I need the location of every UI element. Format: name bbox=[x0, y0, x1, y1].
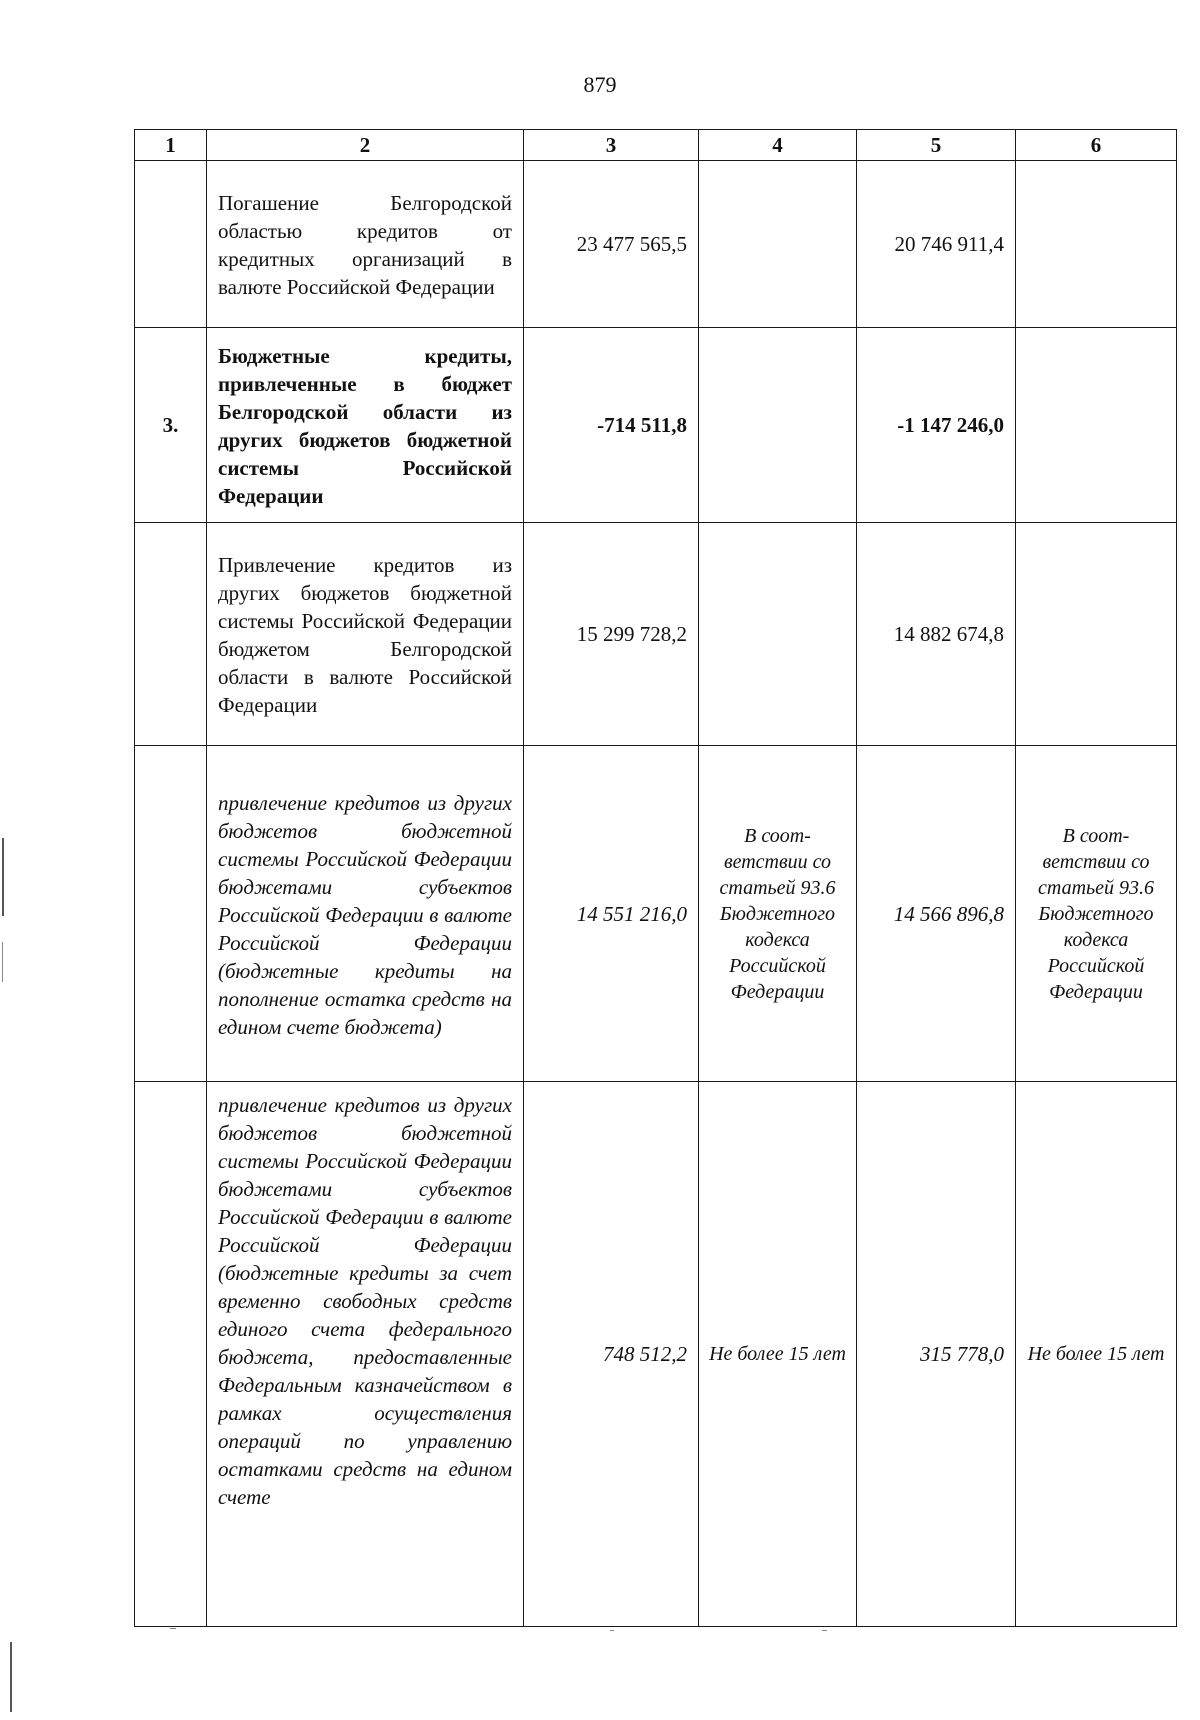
row-number bbox=[135, 1082, 207, 1627]
column-header-6: 6 bbox=[1016, 130, 1177, 161]
term-col6: Не более 15 лет bbox=[1016, 1082, 1177, 1627]
row-description-text: привлечение кредитов из других бюджетов бюджетной системы Российской Федерации бюджетами субъектов Российской Федерации в валюте Российской Федерации (бюджетные кредиты за счет временно свободных средств единого счета федерального бюджета, предоставленные Федеральным казначейством в рамках осуществления операций по управлению остатками средств на едином счете bbox=[218, 1093, 512, 1509]
amount-col5: 315 778,0 bbox=[857, 1082, 1016, 1627]
scan-artifact-speck bbox=[170, 1628, 176, 1629]
scan-artifact-mark bbox=[2, 838, 4, 916]
row-description: Бюджетные кредиты, привлеченные в бюджет Белгородской области из других бюджетов бюджетной системы Российской Федерации bbox=[207, 328, 524, 523]
term-col6 bbox=[1016, 328, 1177, 523]
column-header-3: 3 bbox=[524, 130, 699, 161]
term-col4 bbox=[699, 328, 857, 523]
term-col4 bbox=[699, 523, 857, 746]
term-col4: В соот-ветствии со статьей 93.6 Бюджетного кодекса Российской Федерации bbox=[699, 746, 857, 1082]
table-row bbox=[135, 328, 1177, 523]
amount-col3: -714 511,8 bbox=[524, 328, 699, 523]
scan-artifact-mark bbox=[10, 1642, 12, 1712]
amount-col5: -1 147 246,0 bbox=[857, 328, 1016, 523]
column-header-1: 1 bbox=[135, 130, 207, 161]
page-number: 879 bbox=[583, 72, 617, 97]
amount-col3: 15 299 728,2 bbox=[524, 523, 699, 746]
scan-artifact-mark bbox=[2, 942, 3, 982]
budget-credits-table bbox=[134, 129, 1177, 1627]
row-description: Погашение Белгородской областью кредитов от кредитных организаций в валюте Российской Федерации bbox=[207, 161, 524, 328]
term-col6: В соот-ветствии со статьей 93.6 Бюджетного кодекса Российской Федерации bbox=[1016, 746, 1177, 1082]
row-description bbox=[207, 1082, 524, 1627]
table-row bbox=[135, 1082, 1177, 1627]
term-col4 bbox=[699, 161, 857, 328]
amount-col5: 14 566 896,8 bbox=[857, 746, 1016, 1082]
row-description: Привлечение кредитов из других бюджетов бюджетной системы Российской Федерации бюджетом Белгородской области в валюте Российской Федерации bbox=[207, 523, 524, 746]
row-number bbox=[135, 746, 207, 1082]
term-col4: Не более 15 лет bbox=[699, 1082, 857, 1627]
amount-col3: 23 477 565,5 bbox=[524, 161, 699, 328]
row-number bbox=[135, 161, 207, 328]
column-header-5: 5 bbox=[857, 130, 1016, 161]
row-number bbox=[135, 523, 207, 746]
term-col6 bbox=[1016, 523, 1177, 746]
amount-col5: 14 882 674,8 bbox=[857, 523, 1016, 746]
column-header-4: 4 bbox=[699, 130, 857, 161]
header-row bbox=[135, 130, 1177, 161]
amount-col3: 14 551 216,0 bbox=[524, 746, 699, 1082]
row-number: 3. bbox=[135, 328, 207, 523]
column-header-2: 2 bbox=[207, 130, 524, 161]
scan-artifact-speck bbox=[610, 1630, 614, 1631]
scan-artifact-speck bbox=[822, 1630, 827, 1631]
table-row bbox=[135, 746, 1177, 1082]
amount-col3: 748 512,2 bbox=[524, 1082, 699, 1627]
amount-col5: 20 746 911,4 bbox=[857, 161, 1016, 328]
term-col6 bbox=[1016, 161, 1177, 328]
row-description: привлечение кредитов из других бюджетов бюджетной системы Российской Федерации бюджетами субъектов Российской Федерации в валюте Российской Федерации (бюджетные кредиты на пополнение остатка средств на едином счете бюджета) bbox=[207, 746, 524, 1082]
table-row bbox=[135, 161, 1177, 328]
table-row bbox=[135, 523, 1177, 746]
